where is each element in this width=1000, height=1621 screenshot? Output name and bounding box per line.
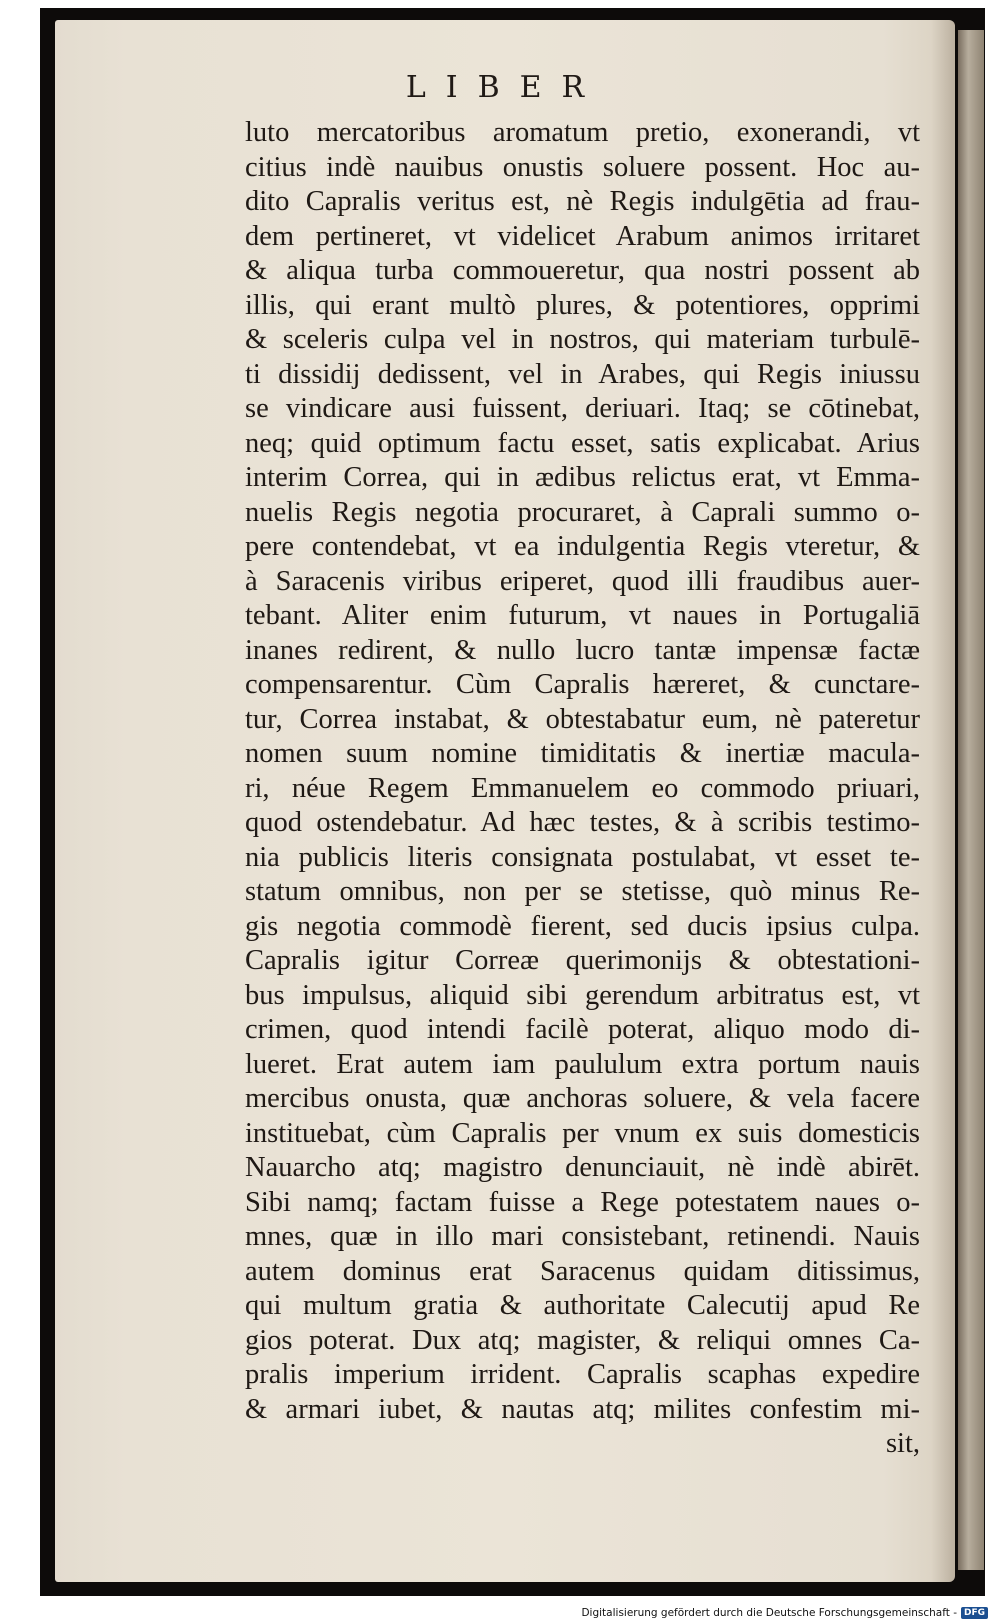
text-line: statum omnibus, non per se stetisse, quò minus Re- bbox=[245, 876, 920, 907]
book-page bbox=[55, 20, 955, 1582]
text-line: bus impulsus, aliquid sibi gerendum arbitratus est, vt bbox=[245, 979, 920, 1011]
text-line: mnes, quæ in illo mari consistebant, retinendi. Nauis bbox=[245, 1221, 920, 1252]
text-line: Nauarcho atq; magistro denunciauit, nè indè abirēt. bbox=[245, 1152, 920, 1183]
text-line: pere contendebat, vt ea indulgentia Regis vteretur, & bbox=[245, 531, 920, 562]
text-line: se vindicare ausi fuissent, deriuari. Itaq; se cōtinebat, bbox=[245, 393, 920, 424]
text-line: nomen suum nomine timiditatis & inertiæ macula- bbox=[245, 738, 920, 769]
text-line: lueret. Erat autem iam paululum extra portum nauis bbox=[245, 1048, 920, 1080]
text-line: gios poterat. Dux atq; magister, & reliqui omnes Ca- bbox=[245, 1324, 920, 1356]
catchword: sit, bbox=[885, 1428, 920, 1459]
text-line: tebant. Aliter enim futurum, vt naues in Portugaliā bbox=[245, 600, 920, 631]
text-line: dem pertineret, vt videlicet Arabum animos irritaret bbox=[245, 220, 920, 252]
page-fore-edge bbox=[958, 30, 984, 1570]
text-line: à Saracenis viribus eriperet, quod illi fraudibus auer- bbox=[245, 565, 920, 597]
dfg-logo: DFG bbox=[961, 1607, 988, 1619]
text-line: qui multum gratia & authoritate Calecutij apud Re bbox=[245, 1290, 920, 1321]
text-line: inanes redirent, & nullo lucro tantæ impensæ factæ bbox=[245, 634, 920, 666]
text-line: citius indè nauibus onustis soluere possent. Hoc au- bbox=[245, 151, 920, 183]
text-line: autem dominus erat Saracenus quidam ditissimus, bbox=[245, 1255, 920, 1287]
text-line: mercibus onusta, quæ anchoras soluere, & vela facere bbox=[245, 1083, 920, 1114]
text-line: Sibi namq; factam fuisse a Rege potestatem naues o- bbox=[245, 1186, 920, 1218]
text-line: illis, qui erant multò plures, & potentiores, opprimi bbox=[245, 289, 920, 321]
text-line: dito Capralis veritus est, nè Regis indulgētia ad frau- bbox=[245, 186, 920, 217]
text-line: crimen, quod intendi facilè poterat, aliquo modo di- bbox=[245, 1014, 920, 1045]
text-line: Capralis igitur Correæ querimonijs & obtestationi- bbox=[245, 945, 920, 976]
footer-credit bbox=[581, 1607, 988, 1619]
text-line: & aliqua turba commoueretur, qua nostri possent ab bbox=[245, 255, 920, 286]
text-line: tur, Correa instabat, & obtestabatur eum, nè pateretur bbox=[245, 703, 920, 735]
body-text bbox=[245, 116, 920, 1462]
text-line: ti dissidij dedissent, vel in Arabes, qui Regis iniussu bbox=[245, 358, 920, 390]
text-line: nuelis Regis negotia procuraret, à Caprali summo o- bbox=[245, 496, 920, 528]
text-line: ri, néue Regem Emmanuelem eo commodo priuari, bbox=[245, 772, 920, 804]
text-line: compensarentur. Cùm Capralis hæreret, & cunctare- bbox=[245, 669, 920, 700]
footer-credit-text: Digitalisierung gefördert durch die Deutsche Forschungsgemeinschaft - bbox=[581, 1607, 957, 1619]
text-line: quod ostendebatur. Ad hæc testes, & à scribis testimo- bbox=[245, 807, 920, 838]
text-line: instituebat, cùm Capralis per vnum ex suis domesticis bbox=[245, 1117, 920, 1149]
text-line: luto mercatoribus aromatum pretio, exonerandi, vt bbox=[245, 117, 920, 148]
text-line: interim Correa, qui in ædibus relictus erat, vt Emma- bbox=[245, 462, 920, 493]
running-head: LIBER bbox=[405, 70, 605, 105]
text-line: neq; quid optimum factu esset, satis explicabat. Arius bbox=[245, 427, 920, 459]
text-line: pralis imperium irrident. Capralis scaphas expedire bbox=[245, 1359, 920, 1390]
text-line: & sceleris culpa vel in nostros, qui materiam turbulē- bbox=[245, 324, 920, 355]
text-line: gis negotia commodè fierent, sed ducis ipsius culpa. bbox=[245, 910, 920, 942]
text-line: nia publicis literis consignata postulabat, vt esset te- bbox=[245, 841, 920, 873]
text-line: & armari iubet, & nautas atq; milites confestim mi- bbox=[245, 1393, 920, 1425]
